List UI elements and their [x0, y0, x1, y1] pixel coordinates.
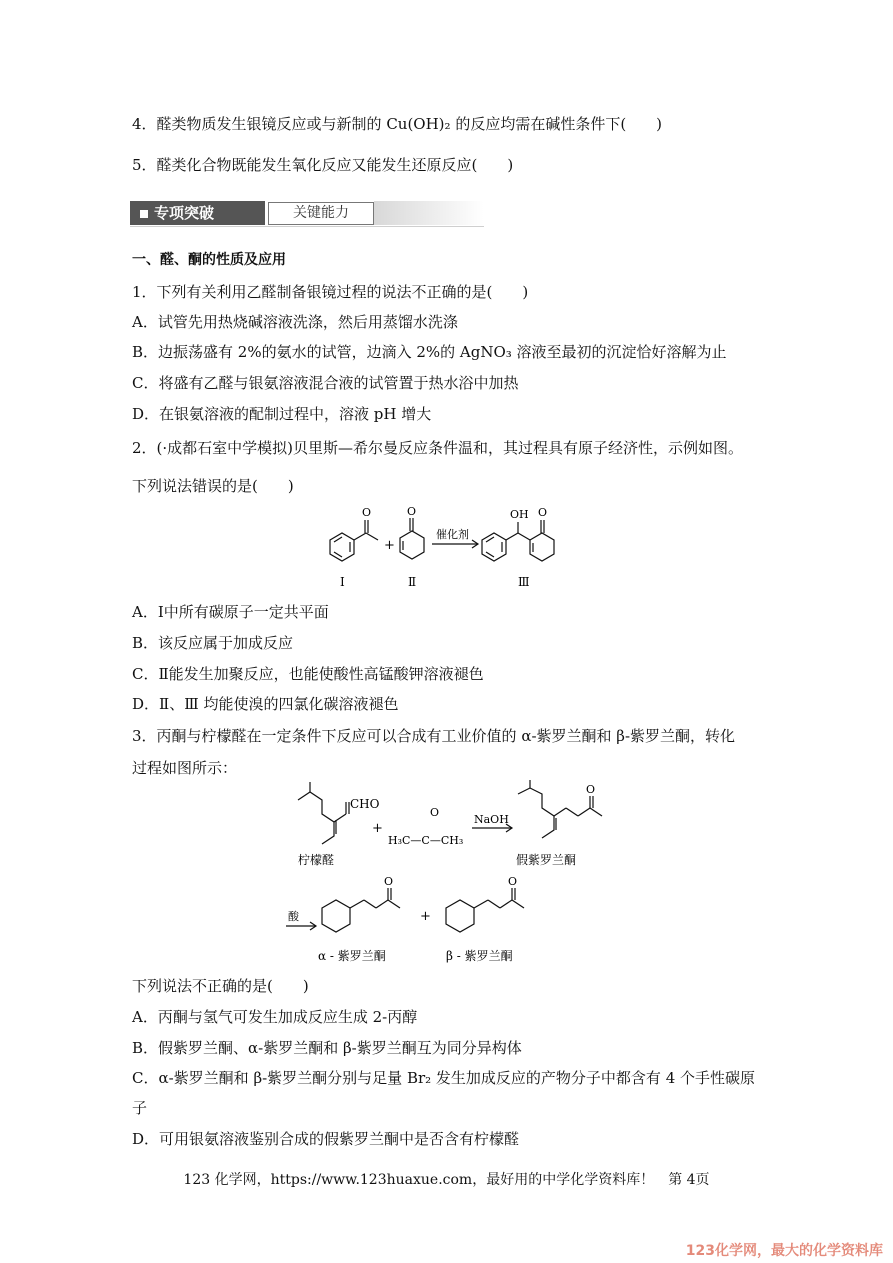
q3-option-b: B．假紫罗兰酮、α-紫罗兰酮和 β-紫罗兰酮互为同分异构体 [132, 1039, 522, 1057]
scheme2-o2: O [384, 875, 394, 888]
reaction-scheme-2 [280, 780, 620, 970]
reaction-scheme-1 [320, 500, 580, 595]
scheme2-citral: 柠檬醛 [298, 853, 335, 867]
scheme1-oh: OH [510, 508, 529, 521]
banner-light-tab: 关键能力 [268, 202, 374, 225]
scheme1-plus: + [384, 538, 395, 553]
scheme1-o2: O [407, 505, 417, 518]
scheme1-label-ii: Ⅱ [408, 575, 417, 589]
q1-option-d: D．在银氨溶液的配制过程中，溶液 pH 增大 [132, 405, 432, 423]
banner-dark-tab [130, 201, 265, 225]
item-4: 4．醛类物质发生银镜反应或与新制的 Cu(OH)₂ 的反应均需在碱性条件下( ) [132, 115, 663, 133]
scheme2-plus2: + [420, 909, 431, 924]
q3-stem-line2: 过程如图所示： [132, 759, 238, 777]
q1-stem: 1．下列有关利用乙醛制备银镜过程的说法不正确的是( ) [132, 283, 529, 301]
scheme1-label-i: Ⅰ [340, 575, 345, 589]
scheme2-o3: O [508, 875, 518, 888]
page-footer: 123 化学网，https://www.123huaxue.com，最好用的中学化学资料库！ 第 4页 [183, 1172, 710, 1188]
q3-option-c-line1: C．α-紫罗兰酮和 β-紫罗兰酮分别与足量 Br₂ 发生加成反应的产物分子中都含有 4 个手性碳原 [132, 1069, 756, 1087]
banner-fade [374, 201, 484, 225]
q3-option-a: A．丙酮与氢气可发生加成反应生成 2-丙醇 [132, 1008, 418, 1026]
banner-dark-label: 专项突破 [154, 204, 215, 222]
banner-rule [130, 226, 484, 227]
scheme2-o1: O [586, 783, 596, 796]
q1-option-c: C．将盛有乙醛与银氨溶液混合液的试管置于热水浴中加热 [132, 374, 519, 392]
square-icon [140, 210, 148, 218]
q2-option-b: B．该反应属于加成反应 [132, 634, 294, 652]
q2-option-a: A．Ⅰ中所有碳原子一定共平面 [132, 603, 329, 621]
q3-option-d: D．可用银氨溶液鉴别合成的假紫罗兰酮中是否含有柠檬醛 [132, 1130, 520, 1148]
scheme2-naoh: NaOH [474, 813, 509, 826]
scheme2-beta: β - 紫罗兰酮 [446, 949, 513, 963]
scheme1-o3: O [538, 506, 548, 519]
q3-stem-line1: 3．丙酮与柠檬醛在一定条件下反应可以合成有工业价值的 α-紫罗兰酮和 β-紫罗兰酮，转化 [132, 727, 736, 745]
watermark: 123化学网，最大的化学资料库 [685, 1243, 883, 1259]
scheme2-acid: 酸 [288, 910, 299, 923]
q2-stem-line2: 下列说法错误的是( ) [132, 477, 294, 495]
scheme2-acetone: H₃C—C—CH₃ [388, 834, 464, 847]
scheme2-plus: + [372, 821, 383, 836]
q1-option-a: A．试管先用热烧碱溶液洗涤，然后用蒸馏水洗涤 [132, 313, 458, 331]
q2-stem-line1: 2．(·成都石室中学模拟)贝里斯—希尔曼反应条件温和，其过程具有原子经济性，示例如图。 [132, 439, 744, 457]
section-banner [130, 199, 484, 229]
section-heading: 一、醛、酮的性质及应用 [132, 252, 286, 268]
q2-option-d: D．Ⅱ、Ⅲ 均能使溴的四氯化碳溶液褪色 [132, 695, 399, 713]
scheme2-pseudo: 假紫罗兰酮 [516, 853, 577, 867]
q3-option-c-line2: 子 [132, 1099, 148, 1117]
q1-option-b: B．边振荡盛有 2%的氨水的试管，边滴入 2%的 AgNO₃ 溶液至最初的沉淀恰好溶解为止 [132, 343, 727, 361]
scheme2-acetone-o: O [430, 806, 440, 819]
scheme1-label-iii: Ⅲ [518, 575, 530, 589]
scheme2-alpha: α - 紫罗兰酮 [318, 949, 386, 963]
q2-option-c: C．Ⅱ能发生加聚反应，也能使酸性高锰酸钾溶液褪色 [132, 665, 484, 683]
item-5: 5．醛类化合物既能发生氧化反应又能发生还原反应( ) [132, 156, 514, 174]
scheme2-cho: CHO [350, 797, 380, 811]
scheme1-o1: O [362, 506, 372, 519]
q3-stem-line3: 下列说法不正确的是( ) [132, 977, 309, 995]
scheme1-catalyst: 催化剂 [436, 528, 469, 541]
